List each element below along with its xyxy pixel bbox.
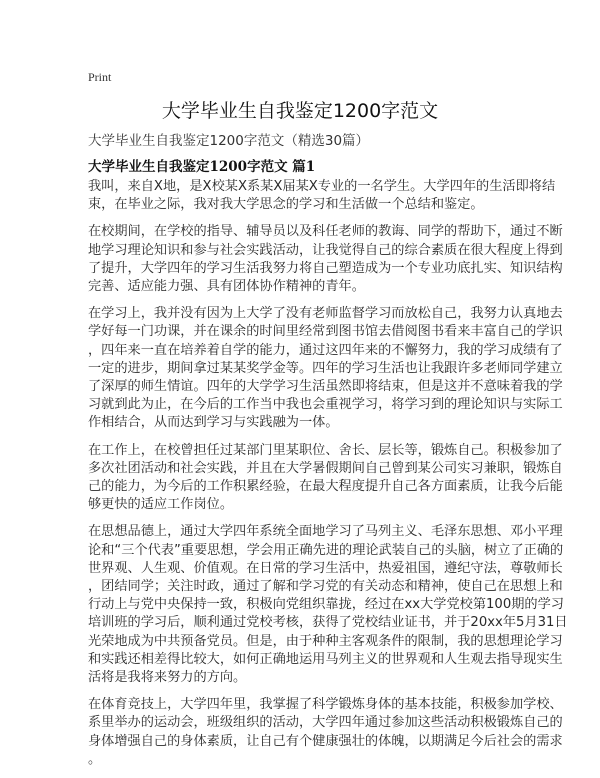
paragraph-line: ，团结同学；关注时政，通过了解和学习党的有关动态和精神，使自己在思想上和 [88, 579, 563, 595]
paragraph-line: 在校期间，在学校的指导、辅导员以及科任老师的教诲、同学的帮助下，通过不断 [88, 224, 563, 240]
paragraph-line: 培训班的学习后，顺利通过党校考核，获得了党校结业证书，并于20xx年5月31日 [88, 615, 568, 631]
article-body [88, 178, 568, 778]
paragraph-line: 在学习上，我并没有因为上大学了没有老师监督学习而放松自己，我努力认真地去 [88, 306, 563, 322]
paragraph-line: 系里举办的运动会，班级组织的活动，大学四年通过参加这些活动积极锻炼自己的 [88, 715, 563, 731]
paragraph-line: 了提升，大学四年的学习生活我努力将自己塑造成为一个专业功底扎实、知识结构 [88, 260, 563, 276]
paragraph-line: 在工作上，在校曾担任过某部门里某职位、舍长、层长等，锻炼自己。积极参加了 [88, 442, 563, 458]
subtitle: 大学毕业生自我鉴定1200字范文（精选30篇） [88, 133, 370, 149]
paragraph [88, 523, 568, 687]
paragraph-line: 束，在毕业之际，我对我大学思念的学习和生活做一个总结和鉴定。 [88, 197, 484, 213]
print-link[interactable]: Print [88, 70, 112, 84]
paragraph-line: ，四年来一直在培养着自学的能力，通过这四年来的不懈努力，我的学习成绩有了 [88, 342, 563, 358]
paragraph-line: 一定的进步，期间拿过某某奖学金等。四年的学习生活也让我跟许多老师同学建立 [88, 360, 563, 376]
paragraph-line: 习就到此为止，在今后的工作当中我也会重视学习，将学习到的理论知识与实际工 [88, 397, 563, 413]
paragraph-line: 活将是我将来努力的方向。 [88, 670, 247, 686]
paragraph-line: 我叫，来自X地，是X校某X系某X届某X专业的一名学生。大学四年的生活即将结 [88, 179, 556, 194]
paragraph-line: 行动上与党中央保持一致，积极向党组织靠拢，经过在xx大学党校第100期的学习 [88, 597, 564, 613]
paragraph-line: 光荣地成为中共预备党员。但是，由于种种主客观条件的限制，我的思想理论学习 [88, 633, 563, 649]
paragraph-line: 在思想品德上，通过大学四年系统全面地学习了马列主义、毛泽东思想、邓小平理 [88, 524, 563, 540]
paragraph-line: 己的能力，为今后的工作积累经验，在最大程度提升自己各方面素质，让我今后能 [88, 479, 563, 495]
paragraph [88, 305, 563, 432]
paragraph-line: 完善、适应能力强、具有团体协作精神的青年。 [88, 279, 365, 295]
paragraph-line: 和实践还相差得比较大，如何正确地运用马列主义的世界观和人生观去指导现实生 [88, 651, 563, 667]
section-heading: 大学毕业生自我鉴定1200字范文 篇1 [88, 159, 316, 175]
page-title: 大学毕业生自我鉴定1200字范文 [161, 100, 439, 122]
paragraph [88, 696, 563, 769]
paragraph [88, 223, 563, 296]
paragraph [88, 178, 556, 214]
paragraph-line: 在体育竞技上，大学四年里，我掌握了科学锻炼身体的基本技能，积极参加学校、 [88, 697, 563, 713]
paragraph-line: 论和“三个代表”重要思想，学会用正确先进的理论武装自己的头脑，树立了正确的 [88, 542, 564, 558]
paragraph-line: 身体增强自己的身体素质，让自己有个健康强壮的体魄，以期满足今后社会的需求 [88, 733, 563, 749]
paragraph-line: 地学习理论知识和参与社会实践活动，让我觉得自己的综合素质在很大程度上得到 [88, 242, 563, 258]
paragraph-line: 世界观、人生观、价值观。在日常的学习生活中，热爱祖国，遵纪守法，尊敬师长 [88, 560, 563, 576]
paragraph [88, 442, 563, 515]
paragraph-line: 多次社团活动和社会实践，并且在大学暑假期间自己曾到某公司实习兼职，锻炼自 [88, 460, 563, 476]
paragraph-line: 了深厚的师生情谊。四年的大学学习生活虽然即将结束，但是这并不意味着我的学 [88, 379, 563, 395]
paragraph-line: 够更快的适应工作岗位。 [88, 497, 234, 513]
paragraph-line: 学好每一门功课，并在课余的时间里经常到图书馆去借阅图书看来丰富自己的学识 [88, 324, 563, 340]
paragraph-line: 作相结合，从而达到学习与实践融为一体。 [88, 415, 339, 431]
paragraph-line: 。 [88, 751, 102, 767]
